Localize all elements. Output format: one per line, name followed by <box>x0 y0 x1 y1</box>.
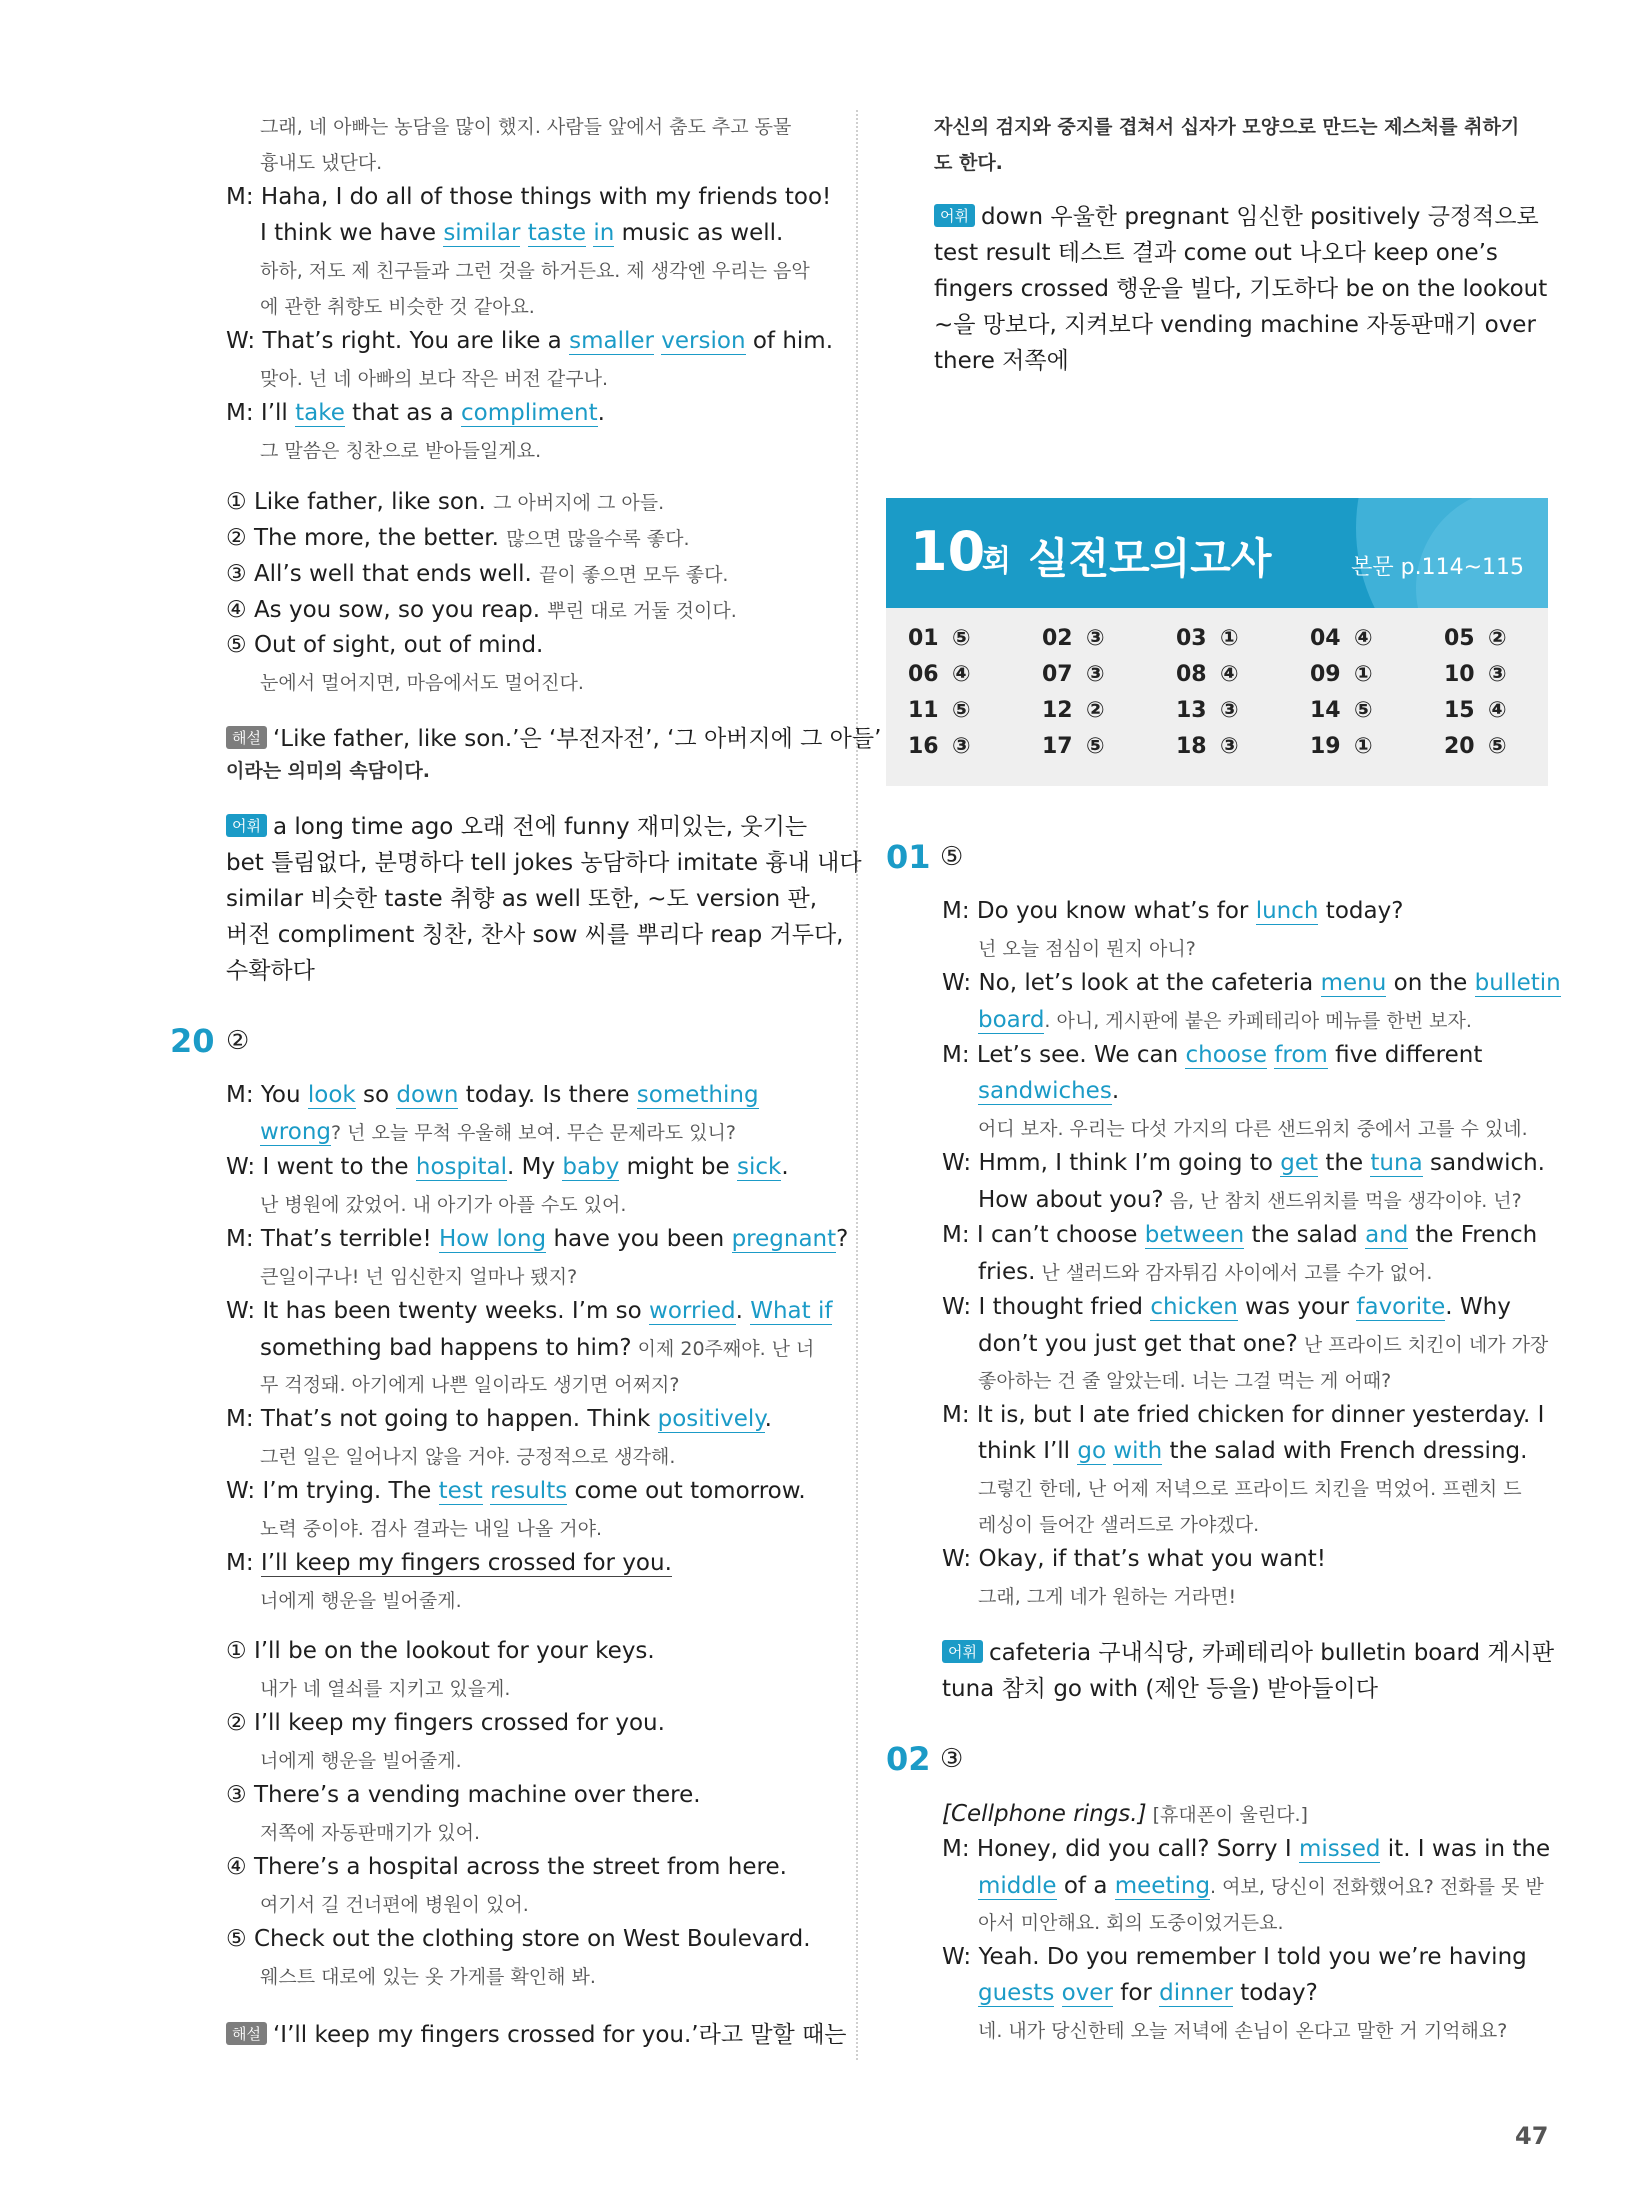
answer-choice: ① <box>1354 662 1373 687</box>
explanation: 해설 ‘I’ll keep my fingers crossed for you.’라고 말할 때는 <box>226 2016 847 2049</box>
answer-number: 09 <box>1310 662 1341 687</box>
answer-cell <box>1444 662 1507 687</box>
answer-number: 18 <box>1176 734 1207 759</box>
answer-choice: ⑤ <box>1086 734 1105 759</box>
explanation: 해설 ‘Like father, like son.’은 ‘부전자전’, ‘그 아버지에 그 아들’ <box>226 720 881 753</box>
vocabulary-tag: 어휘 <box>226 814 267 837</box>
question-number: 02 <box>886 1740 931 1778</box>
answer-choice: ① <box>1354 734 1373 759</box>
dialogue-line: M: I’ll take that as a compliment. <box>226 400 605 426</box>
option-translation: 웨스트 대로에 있는 옷 가게를 확인해 봐. <box>260 1966 596 1988</box>
vocabulary: test result 테스트 결과 come out 나오다 keep one’s <box>934 240 1498 266</box>
dialogue-line: something bad happens to him? 이제 20주째야. 난 너 <box>260 1335 815 1361</box>
stage-direction: [Cellphone rings.] [휴대폰이 울린다.] <box>942 1801 1308 1827</box>
answer-cell <box>1042 734 1105 759</box>
question-answer: ③ <box>940 1744 964 1774</box>
vocabulary: 버전 compliment 칭찬, 찬사 sow 씨를 뿌리다 reap 거두다, <box>226 922 844 948</box>
option-translation: 내가 네 열쇠를 지키고 있을게. <box>260 1678 511 1700</box>
answer-number: 06 <box>908 662 939 687</box>
vocabulary: fingers crossed 행운을 빌다, 기도하다 be on the lookout <box>934 276 1548 302</box>
dialogue-translation: 네. 내가 당신한테 오늘 저녁에 손님이 온다고 말한 거 기억해요? <box>978 2020 1508 2042</box>
vocabulary: 어휘 a long time ago 오래 전에 funny 재미있는, 웃기는 <box>226 808 807 841</box>
answer-cell <box>908 662 971 687</box>
answer-choice: ① <box>1220 626 1239 651</box>
vocabulary: bet 틀림없다, 분명하다 tell jokes 농담하다 imitate 흉내 내다 <box>226 850 862 876</box>
option-item: ② I’ll keep my fingers crossed for you. <box>226 1710 665 1736</box>
answer-number: 13 <box>1176 698 1207 723</box>
answer-choice: ③ <box>952 734 971 759</box>
answer-cell <box>1444 698 1507 723</box>
answer-cell <box>1444 734 1507 759</box>
dialogue-line: sandwiches. <box>978 1078 1120 1104</box>
answer-number: 14 <box>1310 698 1341 723</box>
explanation-tag: 해설 <box>226 726 267 749</box>
column-divider <box>856 110 858 2060</box>
vocabulary-tag: 어휘 <box>942 1640 983 1663</box>
answer-choice: ③ <box>1086 626 1105 651</box>
dialogue-line: M: I’ll keep my fingers crossed for you. <box>226 1550 672 1576</box>
option-translation: 여기서 길 건너편에 병원이 있어. <box>260 1894 529 1916</box>
test-number: 10 <box>910 520 986 583</box>
answer-cell <box>1310 626 1373 651</box>
dialogue-line: W: Yeah. Do you remember I told you we’re having <box>942 1944 1527 1970</box>
answer-cell <box>1310 698 1373 723</box>
dialogue-translation: 그 말씀은 칭찬으로 받아들일게요. <box>260 440 542 462</box>
option-item: ③ There’s a vending machine over there. <box>226 1782 701 1808</box>
vocabulary: ~을 망보다, 지켜보다 vending machine 자동판매기 over <box>934 312 1536 338</box>
vocabulary: 어휘 cafeteria 구내식당, 카페테리아 bulletin board 게시판 <box>942 1634 1554 1667</box>
test-title: 실전모의고사 <box>1028 534 1272 583</box>
dialogue-translation: 좋아하는 건 줄 알았는데. 너는 그걸 먹는 게 어때? <box>978 1370 1392 1392</box>
dialogue-line: M: That’s not going to happen. Think positively. <box>226 1406 772 1432</box>
answer-choice: ③ <box>1488 662 1507 687</box>
option-item: ① I’ll be on the lookout for your keys. <box>226 1638 655 1664</box>
answer-choice: ④ <box>1354 626 1373 651</box>
answer-number: 04 <box>1310 626 1341 651</box>
vocabulary: tuna 참치 go with (제안 등을) 받아들이다 <box>942 1676 1378 1702</box>
answer-choice: ⑤ <box>1354 698 1373 723</box>
dialogue-line: I think we have similar taste in music as well. <box>260 220 784 246</box>
answer-cell <box>1310 734 1373 759</box>
answer-choice: ⑤ <box>952 626 971 651</box>
dialogue-translation: 그래, 그게 네가 원하는 거라면! <box>978 1586 1237 1608</box>
question-answer: ② <box>226 1026 250 1056</box>
answer-cell <box>908 734 971 759</box>
answer-cell <box>1176 662 1239 687</box>
dialogue-line: board. 아니, 게시판에 붙은 카페테리아 메뉴를 한번 보자. <box>978 1007 1472 1033</box>
dialogue-line: W: Hmm, I think I’m going to get the tuna sandwich. <box>942 1150 1545 1176</box>
option-item: ② The more, the better. 많으면 많을수록 좋다. <box>226 525 690 551</box>
dialogue-translation: 어디 보자. 우리는 다섯 가지의 다른 샌드위치 중에서 고를 수 있네. <box>978 1118 1528 1140</box>
answer-cell <box>1310 662 1373 687</box>
answer-choice: ③ <box>1086 662 1105 687</box>
dialogue-line: W: That’s right. You are like a smaller version of him. <box>226 328 834 354</box>
answer-number: 20 <box>1444 734 1475 759</box>
dialogue-line: middle of a meeting. 여보, 당신이 전화했어요? 전화를 못 받 <box>978 1873 1544 1899</box>
dialogue-line: M: You look so down today. Is there something <box>226 1082 759 1108</box>
answer-number: 05 <box>1444 626 1475 651</box>
dialogue-translation: 난 병원에 갔었어. 내 아기가 아플 수도 있어. <box>260 1194 627 1216</box>
page-reference: 본문 p.114~115 <box>1351 555 1524 580</box>
explanation-tag: 해설 <box>226 2022 267 2045</box>
answer-number: 01 <box>908 626 939 651</box>
option-translation: 너에게 행운을 빌어줄게. <box>260 1750 462 1772</box>
dialogue-translation: 레싱이 들어간 샐러드로 가야겠다. <box>978 1514 1260 1536</box>
answer-cell <box>1042 698 1105 723</box>
dialogue-line: don’t you just get that one? 난 프라이드 치킨이 네가 가장 <box>978 1331 1549 1357</box>
dialogue-line: M: Haha, I do all of those things with my friends too! <box>226 184 832 210</box>
dialogue-line: W: I’m trying. The test results come out tomorrow. <box>226 1478 806 1504</box>
dialogue-line: wrong? 넌 오늘 무척 우울해 보여. 무슨 문제라도 있니? <box>260 1119 736 1145</box>
dialogue-translation: 큰일이구나! 넌 임신한지 얼마나 됐지? <box>260 1266 578 1288</box>
dialogue-line: fries. 난 샐러드와 감자튀김 사이에서 고를 수가 없어. <box>978 1259 1433 1285</box>
option-translation: 저쪽에 자동판매기가 있어. <box>260 1822 481 1844</box>
dialogue-translation: 하하, 저도 제 친구들과 그런 것을 하거든요. 제 생각엔 우리는 음악 <box>260 260 810 282</box>
answer-number: 07 <box>1042 662 1073 687</box>
dialogue-line: M: Honey, did you call? Sorry I missed it. I was in the <box>942 1836 1551 1862</box>
answer-choice: ④ <box>1488 698 1507 723</box>
question-number: 20 <box>170 1022 215 1060</box>
page-number: 47 <box>1515 2122 1549 2150</box>
intro-translation: 그래, 네 아빠는 농담을 많이 했지. 사람들 앞에서 춤도 추고 동물 <box>260 116 792 138</box>
answer-key-header <box>886 498 1548 608</box>
test-number-suffix: 회 <box>982 544 1011 579</box>
explanation: 도 한다. <box>934 152 1003 174</box>
dialogue-translation: 그런 일은 일어나지 않을 거야. 긍정적으로 생각해. <box>260 1446 676 1468</box>
answer-cell <box>1042 662 1105 687</box>
answer-key-box <box>886 498 1548 786</box>
answer-choice: ② <box>1488 626 1507 651</box>
dialogue-translation: 넌 오늘 점심이 뭔지 아니? <box>978 938 1196 960</box>
answer-number: 03 <box>1176 626 1207 651</box>
dialogue-line: M: That’s terrible! How long have you been pregnant? <box>226 1226 849 1252</box>
dialogue-line: guests over for dinner today? <box>978 1980 1318 2006</box>
answer-cell <box>908 698 971 723</box>
answer-number: 19 <box>1310 734 1341 759</box>
question-answer: ⑤ <box>940 842 964 872</box>
dialogue-line: How about you? 음, 난 참치 샌드위치를 먹을 생각이야. 넌? <box>978 1187 1522 1213</box>
vocabulary: similar 비슷한 taste 취향 as well 또한, ~도 version 판, <box>226 886 818 912</box>
answer-number: 16 <box>908 734 939 759</box>
explanation: 자신의 검지와 중지를 겹쳐서 십자가 모양으로 만드는 제스처를 취하기 <box>934 116 1520 138</box>
answer-choice: ④ <box>952 662 971 687</box>
explanation: 이라는 의미의 속담이다. <box>226 760 430 782</box>
answer-number: 02 <box>1042 626 1073 651</box>
dialogue-line: M: Do you know what’s for lunch today? <box>942 898 1404 924</box>
dialogue-translation: 맞아. 넌 네 아빠의 보다 작은 버전 같구나. <box>260 368 609 390</box>
answer-choice: ② <box>1086 698 1105 723</box>
option-item: ③ All’s well that ends well. 끝이 좋으면 모두 좋다. <box>226 561 729 587</box>
dialogue-translation: 아서 미안해요. 회의 도중이었거든요. <box>978 1912 1284 1934</box>
dialogue-translation: 너에게 행운을 빌어줄게. <box>260 1590 462 1612</box>
answer-number: 10 <box>1444 662 1475 687</box>
dialogue-line: W: It has been twenty weeks. I’m so worried. What if <box>226 1298 833 1324</box>
answer-cell <box>1444 626 1507 651</box>
dialogue-line: W: I went to the hospital. My baby might be sick. <box>226 1154 789 1180</box>
answer-cell <box>908 626 971 651</box>
dialogue-line: W: I thought fried chicken was your favorite. Why <box>942 1294 1511 1320</box>
answer-choice: ④ <box>1220 662 1239 687</box>
vocabulary: there 저쪽에 <box>934 348 1069 374</box>
answer-cell <box>1176 626 1239 651</box>
vocabulary: 어휘 down 우울한 pregnant 임신한 positively 긍정적으로 <box>934 198 1539 231</box>
answer-number: 08 <box>1176 662 1207 687</box>
answer-choice: ③ <box>1220 698 1239 723</box>
vocabulary-tag: 어휘 <box>934 204 975 227</box>
dialogue-line: M: It is, but I ate fried chicken for dinner yesterday. I <box>942 1402 1545 1428</box>
answer-cell <box>1042 626 1105 651</box>
answer-number: 11 <box>908 698 939 723</box>
vocabulary: 수확하다 <box>226 958 315 984</box>
dialogue-translation: 무 걱정돼. 아기에게 나쁜 일이라도 생기면 어쩌지? <box>260 1374 680 1396</box>
option-item: ⑤ Out of sight, out of mind. <box>226 632 544 658</box>
dialogue-line: W: No, let’s look at the cafeteria menu on the bulletin <box>942 970 1561 996</box>
option-item: ① Like father, like son. 그 아버지에 그 아들. <box>226 489 665 515</box>
option-item: ⑤ Check out the clothing store on West Boulevard. <box>226 1926 811 1952</box>
answer-number: 12 <box>1042 698 1073 723</box>
intro-translation: 흉내도 냈단다. <box>260 152 383 174</box>
option-item: ④ As you sow, so you reap. 뿌린 대로 거둘 것이다. <box>226 597 737 623</box>
dialogue-line: M: I can’t choose between the salad and the French <box>942 1222 1538 1248</box>
question-number: 01 <box>886 838 931 876</box>
answer-cell <box>1176 698 1239 723</box>
dialogue-line: W: Okay, if that’s what you want! <box>942 1546 1327 1572</box>
answer-cell <box>1176 734 1239 759</box>
answer-choice: ③ <box>1220 734 1239 759</box>
dialogue-translation: 에 관한 취향도 비슷한 것 같아요. <box>260 296 535 318</box>
answer-choice: ⑤ <box>1488 734 1507 759</box>
dialogue-line: M: Let’s see. We can choose from five different <box>942 1042 1483 1068</box>
option-translation: 눈에서 멀어지면, 마음에서도 멀어진다. <box>260 672 584 694</box>
option-item: ④ There’s a hospital across the street from here. <box>226 1854 787 1880</box>
answer-number: 17 <box>1042 734 1073 759</box>
dialogue-translation: 노력 중이야. 검사 결과는 내일 나올 거야. <box>260 1518 602 1540</box>
dialogue-translation: 그렇긴 한데, 난 어제 저녁으로 프라이드 치킨을 먹었어. 프렌치 드 <box>978 1478 1522 1500</box>
dialogue-line: think I’ll go with the salad with French dressing. <box>978 1438 1528 1464</box>
answer-choice: ⑤ <box>952 698 971 723</box>
answer-number: 15 <box>1444 698 1475 723</box>
